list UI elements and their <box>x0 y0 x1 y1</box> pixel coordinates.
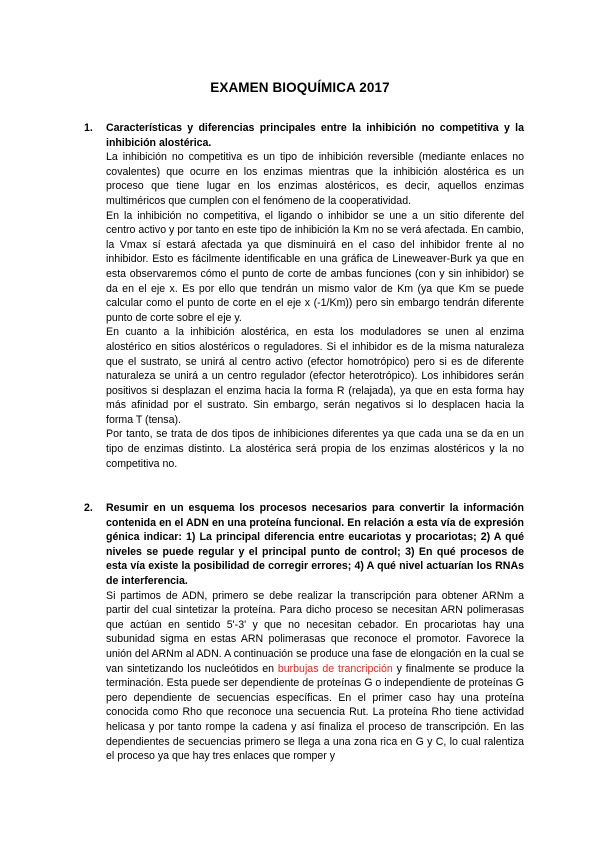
question-1 <box>84 121 524 471</box>
page-title: EXAMEN BIOQUÍMICA 2017 <box>210 80 390 95</box>
question-number: 1. <box>84 122 93 134</box>
question-number: 2. <box>84 502 93 514</box>
answer-paragraph <box>106 589 524 764</box>
question-heading: Características y diferencias principales entre la inhibición no competitiva y la inhibición alostérica. <box>106 122 524 149</box>
answer-paragraph: Por tanto, se trata de dos tipos de inhibiciones diferentes ya que cada una se da en un tipo de enzimas distinto. La alostérica será propia de los enzimas alostéricos y la no competitiva no. <box>106 428 524 470</box>
answer-paragraph: La inhibición no competitiva es un tipo de inhibición reversible (mediante enlaces no covalentes) que ocurre en los enzimas mientras que la inhibición alostérica es un proceso que tiene lugar en los enzimas alostéricos, es decir, aquellos enzimas multiméricos que cumplen con el fenómeno de la cooperatividad. <box>106 151 524 207</box>
question-2 <box>84 501 524 764</box>
question-heading: Resumir en un esquema los procesos necesarios para convertir la información contenida en el ADN en una proteína funcional. En relación a esta vía de expresión génica indicar: 1) La principal diferencia entre eucariotas y procariotas; 2) A qué niveles se puede regular y el principal punto de control; 3) En qué procesos de esta vía existe la posibilidad de corregir errores; 4) A qué nivel actuarían los RNAs de interferencia. <box>106 502 524 587</box>
highlighted-text: burbujas de trancripción <box>277 662 393 675</box>
answer-paragraph: En cuanto a la inhibición alostérica, en esta los moduladores se unen al enzima alostérico en sitios alostéricos o reguladores. Si el inhibidor es de la misma naturaleza que el sustrato, se unirá al centro activo (efector homotrópico) pero si es de diferente naturaleza se unirá a un centro regulador (efector heterotrópico). Los inhibidores serán positivos si desplazan el enzima hacia la forma R (relajada), ya que en esta forma hay más afinidad por el sustrato. Sin embargo, serán negativos si lo desplacen hacia la forma T (tensa). <box>106 326 524 426</box>
answer-text: Si partimos de ADN, primero se debe realizar la transcripción para obtener ARNm a partir del cual sintetizar la proteína. Para dicho proceso se necesitan ARN polimerasas que actúan en sentido 5'-3' y que no necesitan cebador. En procariotas hay una subunidad sigma en estas ARN polimerasas que reconoce el promotor. Favorece la unión del ARNm al ADN. A continuación se produce una fase de elongación en la cual se van sintetizando los nucleótidos en <box>106 589 524 675</box>
answer-text: y finalmente se produce la terminación. Esta puede ser dependiente de proteínas G o independiente de proteínas G pero dependiente de secuencias específicas. En el primer caso hay una proteína conocida como Rho que reconoce una secuencia Rut. La proteína Rho tiene actividad helicasa y por tanto rompe la cadena y así finaliza el proceso de transcripción. En las dependientes de secuencias primero se llega a una zona rica en G y C, lo cual ralentiza el proceso ya que hay tres enlaces que romper y <box>106 662 524 763</box>
answer-paragraph: En la inhibición no competitiva, el ligando o inhibidor se une a un sitio diferente del centro activo y por tanto en este tipo de inhibición la Km no se verá afectada. En cambio, la Vmax sí estará afectada ya que disminuirá en el caso del inhibidor frente al no inhibidor. Esto es fácilmente identificable en una gráfica de Lineweaver-Burk ya que en esta observaremos cómo el punto de corte de ambas funciones (con y sin inhibidor) se da en el eje x. Es por ello que tendrán un mismo valor de Km (ya que Km se puede calcular como el punto de corte en el eje x (-1/Km)) pero sin embargo tendrán diferente punto de corte sobre el eje y. <box>106 209 524 324</box>
